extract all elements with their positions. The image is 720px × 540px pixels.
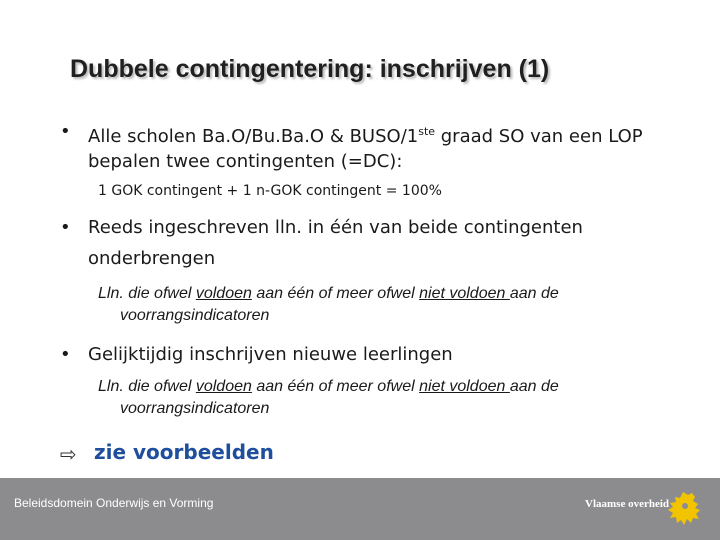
- sub-item: 1 GOK contingent + 1 n-GOK contingent = 100%: [98, 183, 442, 199]
- slide-title: Dubbele contingentering: inschrijven (1): [70, 55, 550, 83]
- department-label: Beleidsdomein Onderwijs en Vorming: [14, 496, 214, 510]
- bullet-text-line2: onderbrengen: [88, 248, 216, 269]
- sub-item: Lln. die ofwel voldoen aan één of meer ofwel niet voldoen aan de voorrangsindicatoren: [98, 285, 559, 324]
- bullet-marker: •: [60, 121, 71, 142]
- bullet-marker: •: [60, 217, 71, 238]
- government-label: Vlaamse overheid: [585, 498, 670, 510]
- bullet-marker: •: [60, 344, 71, 365]
- bullet-text: Reeds ingeschreven lln. in één van beide contingenten: [88, 217, 583, 238]
- flemish-lion-logo: [655, 486, 713, 534]
- examples-link[interactable]: zie voorbeelden: [94, 440, 274, 464]
- arrow-right-outline-icon: ⇨: [60, 442, 77, 466]
- bullet-text: Alle scholen Ba.O/Bu.Ba.O & BUSO/1ste graad SO van een LOP: [88, 125, 643, 147]
- bullet-text: Gelijktijdig inschrijven nieuwe leerlingen: [88, 344, 453, 365]
- footer-bar: [0, 478, 720, 540]
- sub-item: Lln. die ofwel voldoen aan één of meer ofwel niet voldoen aan de voorrangsindicatoren: [98, 378, 559, 417]
- bullet-text-line2: bepalen twee contingenten (=DC):: [88, 151, 403, 172]
